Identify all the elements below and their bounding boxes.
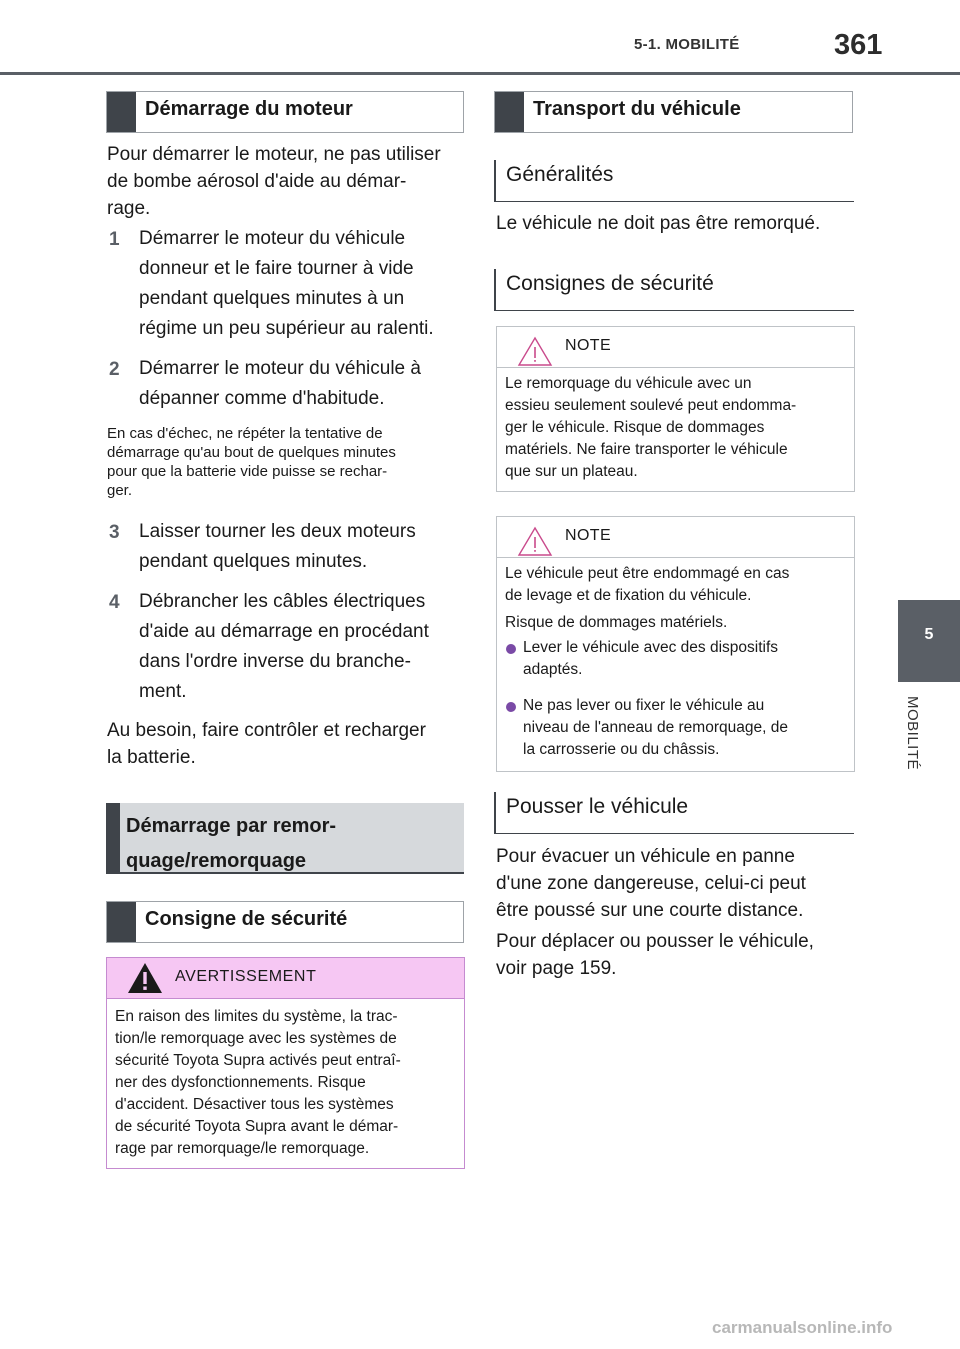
bullet-item [523,637,846,681]
header-divider [0,72,960,75]
step-line: Démarrer le moteur du véhicule à [139,358,421,379]
step-text [139,224,434,344]
subheading-safety [494,269,854,311]
subheading-text: Généralités [506,163,614,186]
bullet-line: Ne pas lever ou fixer le véhicule au [523,697,765,714]
chapter-tab-label: MOBILITÉ [904,696,921,771]
note-line: En cas d'échec, ne répéter la tentative de [107,425,383,442]
subheading-push [494,792,854,834]
warning-body [115,1006,456,1160]
heading-safety [106,901,464,943]
note-title-row [497,327,854,368]
heading-transport [494,91,853,133]
step-number: 1 [109,229,120,250]
note-line: que sur un plateau. [505,463,638,480]
heading-text: Démarrage du moteur [145,98,353,120]
note-line: ger le véhicule. Risque de dommages [505,419,765,436]
note-line: de levage et de fixation du véhicule. [505,587,752,604]
warning-line: tion/le remorquage avec les systèmes de [115,1030,397,1047]
step-line: dans l'ordre inverse du branche- [139,651,411,672]
subheading-text: Pousser le véhicule [506,795,689,818]
warning-line: d'accident. Désactiver tous les systèmes [115,1096,394,1113]
note-line: matériels. Ne faire transporter le véhicule [505,441,788,458]
conclusion-line: la batterie. [107,747,196,768]
push-line: voir page 159. [496,958,617,979]
warning-line: sécurité Toyota Supra activés peut entraî- [115,1052,401,1069]
push-paragraph [496,843,806,924]
heading-engine-start [106,91,464,133]
note-title-row [497,517,854,558]
push-line: Pour déplacer ou pousser le véhicule, [496,931,814,952]
push-line: d'une zone dangereuse, celui-ci peut [496,873,806,894]
note-risk: Risque de dommages matériels. [505,614,728,631]
bullet-line: Lever le véhicule avec des dispositifs [523,639,779,656]
failure-note [107,424,396,500]
bullet-item [523,695,846,761]
step-number: 3 [109,522,120,543]
step-number: 4 [109,592,120,613]
step-line: Débrancher les câbles électriques [139,591,426,612]
note-title: NOTE [565,337,612,354]
step-text [139,587,429,707]
push-line: Pour évacuer un véhicule en panne [496,846,795,867]
step-text [139,354,421,414]
warning-line: ner des dysfonctionnements. Risque [115,1074,366,1091]
watermark: carmanualsonline.info [712,1318,893,1337]
note-box [496,516,855,772]
conclusion-paragraph [107,717,426,771]
step-line: donneur et le faire tourner à vide [139,258,414,279]
note-body [505,563,846,607]
warning-icon [127,962,163,994]
heading-tow-start [106,803,464,874]
step-line: ment. [139,681,187,702]
step-text [139,517,416,577]
note-line: Le véhicule peut être endommagé en cas [505,565,790,582]
note-line: Le remorquage du véhicule avec un [505,375,752,392]
warning-line: rage par remorquage/le remorquage. [115,1140,370,1157]
bullet-line: adaptés. [523,661,583,678]
intro-paragraph [107,141,441,222]
bullet-dot [506,702,516,712]
intro-line: de bombe aérosol d'aide au démar- [107,171,407,192]
caution-icon [517,525,553,557]
bullet-line: la carrosserie ou du châssis. [523,741,720,758]
subheading-text: Consignes de sécurité [506,272,714,295]
step-line: dépanner comme d'habitude. [139,388,385,409]
warning-title: AVERTISSEMENT [175,968,317,985]
step-line: pendant quelques minutes. [139,551,368,572]
heading-line: Démarrage par remor- [126,815,337,837]
page-number: 361 [834,29,883,61]
heading-text: Transport du véhicule [533,98,741,120]
step-line: pendant quelques minutes à un [139,288,405,309]
step-number: 2 [109,359,120,380]
push-line: être poussé sur une courte distance. [496,900,804,921]
warning-box [106,957,465,1169]
section-title: 5-1. MOBILITÉ [634,36,740,53]
note-body [505,373,846,483]
warning-line: En raison des limites du système, la trac- [115,1008,398,1025]
warning-title-row [107,958,464,999]
step-line: Laisser tourner les deux moteurs [139,521,416,542]
intro-line: rage. [107,198,151,219]
caution-icon [517,335,553,367]
general-text: Le véhicule ne doit pas être remorqué. [496,213,821,234]
chapter-tab-number: 5 [924,626,934,643]
heading-text: Consigne de sécurité [145,908,348,930]
subheading-general [494,160,854,202]
note-line: démarrage qu'au bout de quelques minutes [107,444,396,461]
intro-line: Pour démarrer le moteur, ne pas utiliser [107,144,441,165]
note-title: NOTE [565,527,612,544]
note-line: pour que la batterie vide puisse se rechar- [107,463,388,480]
note-line: ger. [107,482,133,499]
heading-bar [495,92,524,132]
heading-bar [107,902,136,942]
heading-bar [107,92,136,132]
heading-bar [106,803,120,872]
bullet-line: niveau de l'anneau de remorquage, de [523,719,788,736]
step-line: d'aide au démarrage en procédant [139,621,429,642]
warning-line: de sécurité Toyota Supra avant le démar- [115,1118,399,1135]
step-line: Démarrer le moteur du véhicule [139,228,406,249]
heading-text [126,809,336,879]
push-reference-paragraph [496,928,814,982]
note-line: essieu seulement soulevé peut endomma- [505,397,797,414]
step-line: régime un peu supérieur au ralenti. [139,318,434,339]
bullet-dot [506,644,516,654]
note-box [496,326,855,492]
heading-line: quage/remorquage [126,850,307,872]
conclusion-line: Au besoin, faire contrôler et recharger [107,720,426,741]
